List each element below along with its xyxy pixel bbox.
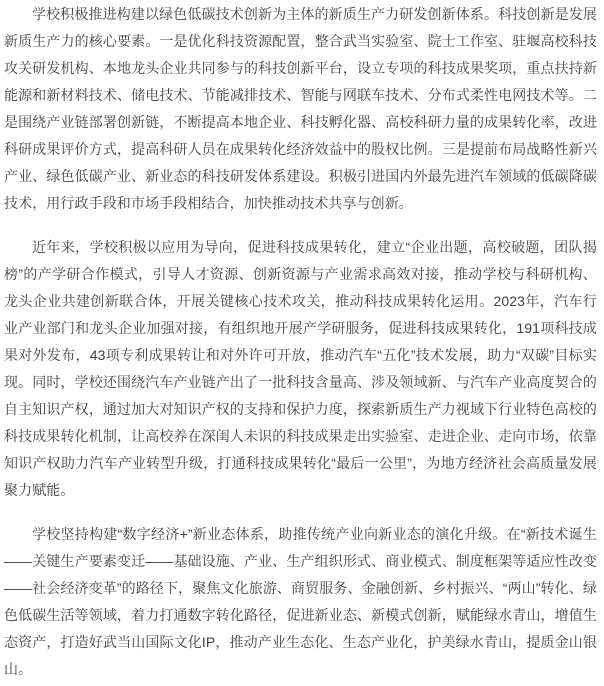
paragraph-digital-economy: 学校坚持构建“数字经济+”新业态体系，助推传统产业向新业态的演化升级。在“新技术诞生——关键生产要素变迁——基础设施、产业、生产组织形式、商业模式、制度框架等适应性改变——社会经济变革”的路径下，聚焦文化旅游、商贸服务、金融创新、乡村振兴、“两山”转化、绿色低碳生活等领域，着力打通数字转化路径，促进新业态、新模式创新，赋能绿水青山，增值生态资产，打造好武当山国际文化IP，推动产业生态化、生态产业化，护美绿水青山，提质金山银山。: [4, 526, 597, 677]
paragraph-tech-innovation-system: 学校积极推进构建以绿色低碳技术创新为主体的新质生产力研发创新体系。科技创新是发展新质生产力的核心要素。一是优化科技资源配置，整合武当实验室、院士工作室、驻堰高校科技攻关研发机构、本地龙头企业共同参与的科技创新平台，设立专项的科技成果奖项，重点扶持新能源和新材料技术、储电技术、节能减排技术、智能与网联车技术、分布式柔性电网技术等。二是围绕产业链部署创新链，不断提高本地企业、科技孵化器、高校科研力量的成果转化率，改进科研成果评价方式，提高科研人员在成果转化经济效益中的股权比例。三是提前布局战略性新兴产业、绿色低碳产业、新业态的科技研发体系建设。积极引进国内外最先进汽车领域的低碳降碳技术，用行政手段和市场手段相结合，加快推动技术共享与创新。: [4, 6, 597, 211]
paragraph-achievement-transformation: 近年来，学校积极以应用为导向，促进科技成果转化，建立“企业出题，高校破题，团队揭榜”的产学研合作模式，引导人才资源、创新资源与产业需求高效对接，推动学校与科研机构、龙头企业共建创新联合体，开展关键核心技术攻关，推动科技成果转化运用。2023年，汽车行业产业部门和龙头企业加强对接，有组织地开展产学研服务，促进科技成果转化，191项科技成果对外发布，43项专利成果转让和对外许可开放，推动汽车“五化”技术发展，助力“双碳”目标实现。同时，学校还围绕汽车产业链产出了一批科技含量高、涉及领域新、与汽车产业高度契合的自主知识产权，通过加大对知识产权的支持和保护力度，探索新质生产力视域下行业特色高校的科技成果转化机制，让高校养在深闺人未识的科技成果走出实验室、走进企业、走向市场，依靠知识产权助力汽车产业转型升级，打通科技成果转化“最后一公里”，为地方经济社会高质量发展聚力赋能。: [4, 239, 597, 498]
article-body: [4, 1, 597, 683]
